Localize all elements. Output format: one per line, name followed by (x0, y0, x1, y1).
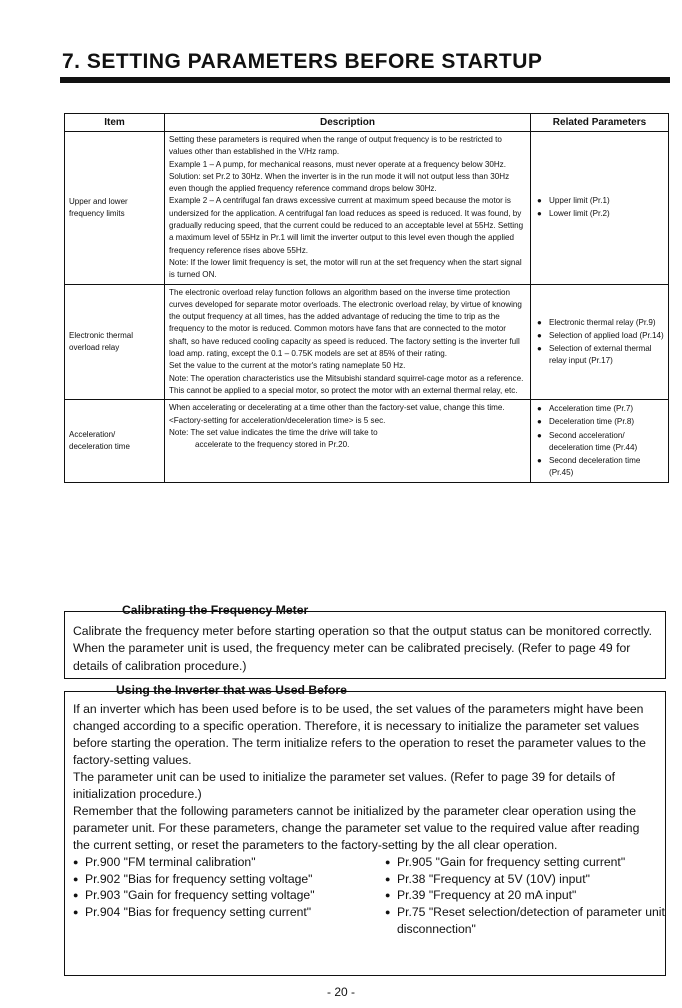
header-description: Description (165, 114, 531, 132)
related-parameters-list (535, 195, 664, 220)
calibrating-heading: Calibrating the Frequency Meter (116, 603, 314, 617)
used-inverter-para-2: The parameter unit can be used to initialize the parameter set values. (Refer to page 39 for details of initialization procedure.) (73, 769, 615, 801)
param-list-item: ● Pr.900 "FM terminal calibration" (73, 854, 385, 871)
item-cell: Upper and lower frequency limits (65, 132, 165, 285)
param-list-item: ● Pr.38 "Frequency at 5V (10V) input" (385, 871, 671, 888)
related-parameter: ● Second deceleration time (Pr.45) (535, 455, 664, 479)
param-list-item: ● Pr.39 "Frequency at 20 mA input" (385, 887, 671, 904)
item-cell: Electronic thermal overload relay (65, 284, 165, 400)
description-paragraph: Example 2 – A centrifugal fan draws excessive current at maximum speed because the motor is undersized for the application. A centrifugal fan load reduces as speed is reduced. It was found, by gradually reducing speed, that the current could be reduced to an acceptable level at 55Hz. Setting a maximum level of 55Hz in Pr.1 will limit the inverter output to this level even though the applied frequency reference rises above 55Hz. (169, 196, 524, 255)
table-row (65, 400, 669, 483)
related-parameter: ● Acceleration time (Pr.7) (535, 403, 664, 415)
title-rule (60, 77, 670, 83)
table-row (65, 132, 669, 285)
related-parameter: ● Lower limit (Pr.2) (535, 208, 664, 220)
header-related-parameters: Related Parameters (531, 114, 669, 132)
description-paragraph: Note: The set value indicates the time the drive will take to (169, 427, 378, 437)
page-number: - 20 - (326, 985, 355, 999)
description-cell (165, 284, 531, 400)
calibrating-body: Calibrate the frequency meter before starting operation so that the output status can be monitored correctly. When the parameter unit is used, the frequency meter can be calibrated precisely. (Refer to page 49 for details of calibration procedure.) (73, 624, 653, 673)
description-paragraph: Set the value to the current at the motor's rating nameplate 50 Hz. (169, 361, 406, 371)
description-paragraph: Example 1 – A pump, for mechanical reasons, must never operate at a frequency below 30Hz. Solution: set Pr.2 to 30Hz. When the inverter is in the run mode it will not output less than 30Hz even though the applied frequency reference command drops below 30Hz. (169, 159, 510, 194)
related-parameters-cell (531, 132, 669, 285)
used-inverter-para-1: If an inverter which has been used before is to be used, the set values of the parameters might have been changed according to a specific operation. Therefore, it is necessary to initialize the parameter set values before starting the operation. The term initialize refers to the operation to reset the parameter values to the factory-setting values. (73, 702, 646, 767)
table-body (65, 132, 669, 483)
related-parameters-list (535, 403, 664, 479)
description-cell (165, 132, 531, 285)
description-paragraph: accelerate to the frequency stored in Pr.20. (195, 440, 350, 450)
description-paragraph: The electronic overload relay function follows an algorithm based on the inverse time protection curves developed for separate motor overloads. The electronic overload relay, by virtue of knowing the output frequency at all times, has the added advantage of reducing the time to trip as the frequency to the motor is reduced. Common motors have fans that are connected to the motor shaft, so have reduced cooling capacity as speed is reduced. The factory setting is the inverter full load amp. rating, except the 0.1 – 0.75K models are set at 85% of their rating. (169, 287, 522, 359)
table-row (65, 284, 669, 400)
description-paragraph: Setting these parameters is required when the range of output frequency is to be restricted to values other than established in the V/Hz ramp. (169, 135, 502, 157)
param-list-item: ● Pr.904 "Bias for frequency setting current" (73, 904, 385, 938)
calibrating-box (64, 611, 666, 679)
description-cell (165, 400, 531, 483)
description-paragraph: <Factory-setting for acceleration/deceleration time> is 5 sec. (169, 415, 386, 425)
parameter-table (64, 113, 669, 483)
related-parameter: ● Selection of external thermal relay input (Pr.17) (535, 343, 664, 367)
related-parameters-list (535, 317, 664, 368)
used-inverter-box (64, 691, 666, 976)
used-inverter-heading: Using the Inverter that was Used Before (110, 683, 353, 697)
param-list-item: ● Pr.903 "Gain for frequency setting voltage" (73, 887, 385, 904)
description-paragraph: When accelerating or decelerating at a time other than the factory-set value, change this time. (169, 403, 505, 413)
page-title: 7. SETTING PARAMETERS BEFORE STARTUP (62, 50, 543, 73)
param-list-item: ● Pr.902 "Bias for frequency setting voltage" (73, 871, 385, 888)
related-parameter: ● Upper limit (Pr.1) (535, 195, 664, 207)
description-paragraph: Note: If the lower limit frequency is set, the motor will run at the set frequency when the start signal is turned ON. (169, 257, 522, 280)
related-parameter: ● Selection of applied load (Pr.14) (535, 330, 664, 342)
table-header-row (65, 114, 669, 132)
related-parameter: ● Electronic thermal relay (Pr.9) (535, 317, 664, 329)
related-parameters-cell (531, 284, 669, 400)
used-inverter-para-3: Remember that the following parameters cannot be initialized by the parameter clear operation using the parameter unit. For these parameters, change the parameter set value to the required value after reading the current setting, or reset the parameters to the factory-setting by the all clear operation. (73, 803, 640, 852)
param-list-item: ● Pr.75 "Reset selection/detection of parameter unit disconnection" (385, 904, 671, 938)
related-parameters-cell (531, 400, 669, 483)
header-item: Item (65, 114, 165, 132)
uninitializable-parameter-list (73, 854, 665, 939)
param-list-item: ● Pr.905 "Gain for frequency setting current" (385, 854, 671, 871)
description-paragraph: Note: The operation characteristics use the Mitsubishi standard squirrel-cage motor as a reference. This cannot be applied to a special motor, so protect the motor with an external thermal relay, etc. (169, 373, 524, 395)
item-cell: Acceleration/ deceleration time (65, 400, 165, 483)
related-parameter: ● Deceleration time (Pr.8) (535, 416, 664, 428)
related-parameter: ● Second acceleration/ deceleration time (Pr.44) (535, 430, 664, 454)
